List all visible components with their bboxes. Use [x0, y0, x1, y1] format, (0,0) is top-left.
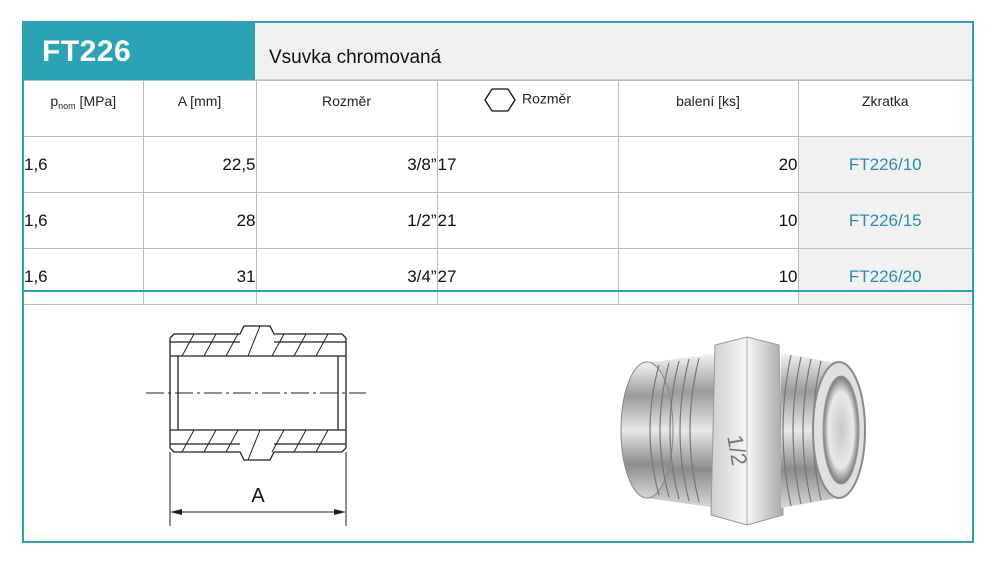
product-photo: [607, 323, 867, 538]
cell-zkratka[interactable]: FT226/15: [798, 193, 972, 249]
svg-text:1/2: 1/2: [722, 432, 753, 468]
cell-a: 28: [143, 193, 256, 249]
spec-table: [24, 80, 972, 305]
cell-baleni: 20: [618, 137, 798, 193]
dimension-label: A: [251, 485, 265, 507]
table-row: [24, 137, 972, 193]
cell-a: 22,5: [143, 137, 256, 193]
cell-hex: 21: [437, 193, 618, 249]
cell-zkratka[interactable]: FT226/20: [798, 249, 972, 305]
cell-a: 31: [143, 249, 256, 305]
product-sheet: [22, 21, 974, 543]
cell-baleni: 10: [618, 193, 798, 249]
hexagon-icon: [484, 87, 516, 113]
header-pnom: $p_{nom}$ [MPa]: [24, 81, 143, 137]
cell-rozmer: 1/2”: [256, 193, 437, 249]
header-row: [24, 81, 972, 137]
table-divider: [24, 290, 972, 292]
header-baleni: balení [ks]: [618, 81, 798, 137]
table-row: [24, 249, 972, 305]
cell-pnom: 1,6: [24, 193, 143, 249]
cell-zkratka[interactable]: FT226/10: [798, 137, 972, 193]
cell-rozmer: 3/8”: [256, 137, 437, 193]
header-hex-rozmer: Rozměr: [437, 81, 618, 137]
technical-drawing: [142, 298, 402, 538]
cell-hex: 17: [437, 137, 618, 193]
cell-rozmer: 3/4”: [256, 249, 437, 305]
product-name: Vsuvka chromovaná: [255, 23, 972, 80]
table-row: [24, 193, 972, 249]
cell-baleni: 10: [618, 249, 798, 305]
title-row: [24, 23, 972, 80]
cell-pnom: 1,6: [24, 249, 143, 305]
cell-hex: 27: [437, 249, 618, 305]
header-rozmer: Rozměr: [256, 81, 437, 137]
product-code: FT226: [24, 23, 255, 80]
cell-pnom: 1,6: [24, 137, 143, 193]
header-zkratka: Zkratka: [798, 81, 972, 137]
header-a: A [mm]: [143, 81, 256, 137]
